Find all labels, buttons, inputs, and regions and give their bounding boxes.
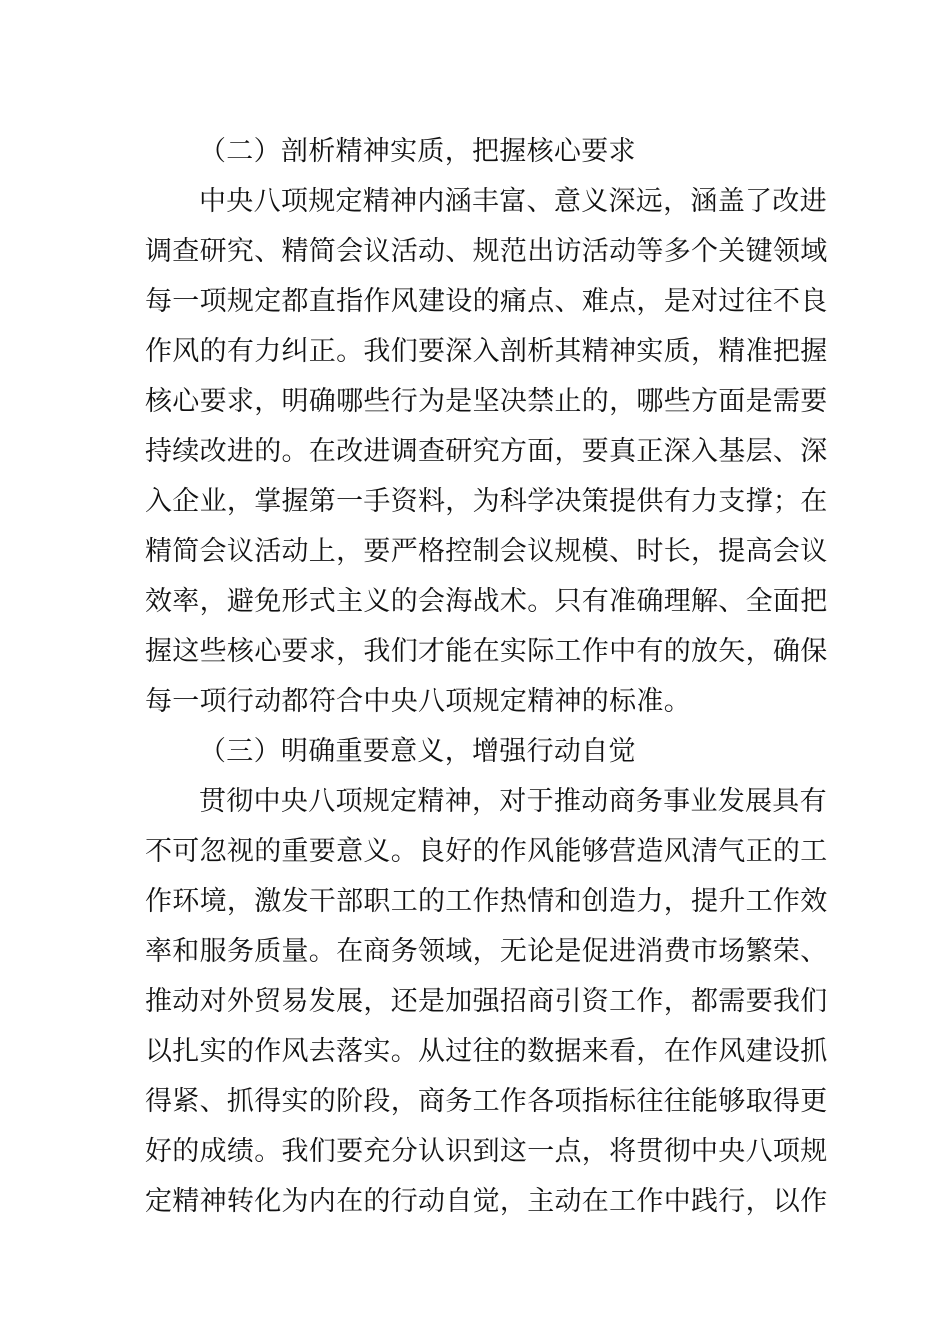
paragraph-line: 调查研究、精简会议活动、规范出访活动等多个关键领域 [145,236,828,267]
paragraph-line: 好的成绩。我们要充分认识到这一点，将贯彻中央八项规 [145,1136,828,1167]
document-body [145,127,828,1227]
paragraph-line: 每一项规定都直指作风建设的痛点、难点，是对过往不良 [145,286,828,317]
paragraph-line: 以扎实的作风去落实。从过往的数据来看，在作风建设抓 [145,1036,828,1067]
paragraph-line: 推动对外贸易发展，还是加强招商引资工作，都需要我们 [145,986,828,1017]
paragraph-line: 得紧、抓得实的阶段，商务工作各项指标往往能够取得更 [145,1086,828,1117]
paragraph-line: 定精神转化为内在的行动自觉，主动在工作中践行，以作 [145,1186,828,1217]
paragraph-line: 中央八项规定精神内涵丰富、意义深远，涵盖了改进 [199,186,827,217]
paragraph-line: 作环境，激发干部职工的工作热情和创造力，提升工作效 [145,886,828,917]
paragraph-line: 精简会议活动上，要严格控制会议规模、时长，提高会议 [145,536,828,567]
paragraph-line: 作风的有力纠正。我们要深入剖析其精神实质，精准把握 [145,336,828,367]
paragraph-line: 握这些核心要求，我们才能在实际工作中有的放矢，确保 [145,636,828,667]
paragraph-line: 率和服务质量。在商务领域，无论是促进消费市场繁荣、 [145,936,828,967]
paragraph-line: 持续改进的。在改进调查研究方面，要真正深入基层、深 [145,436,828,467]
section-heading-2: （二）剖析精神实质，把握核心要求 [199,136,636,167]
paragraph-line: 核心要求，明确哪些行为是坚决禁止的，哪些方面是需要 [145,386,828,417]
paragraph-line: 贯彻中央八项规定精神，对于推动商务事业发展具有 [199,786,827,817]
paragraph-line: 效率，避免形式主义的会海战术。只有准确理解、全面把 [145,586,828,617]
paragraph-line: 不可忽视的重要意义。良好的作风能够营造风清气正的工 [145,836,828,867]
paragraph-line: 每一项行动都符合中央八项规定精神的标准。 [145,686,691,717]
paragraph-line: 入企业，掌握第一手资料，为科学决策提供有力支撑；在 [145,486,828,517]
section-heading-3: （三）明确重要意义，增强行动自觉 [199,736,636,767]
